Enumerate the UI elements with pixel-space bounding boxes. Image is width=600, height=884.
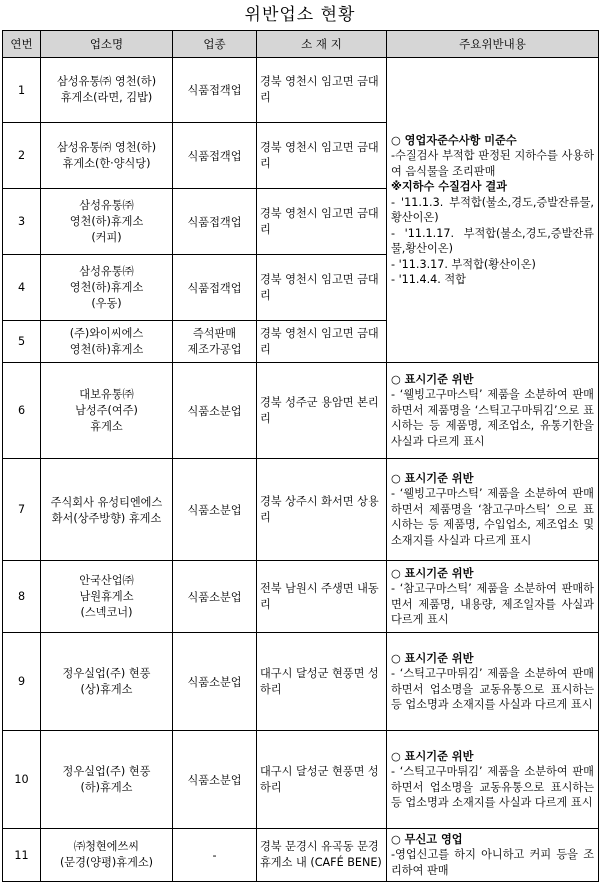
violation-group1: [387, 58, 599, 363]
row-address: 경북 영천시 임고면 금대리: [257, 321, 387, 363]
row-address: 경북 영천시 임고면 금대리: [257, 58, 387, 123]
table-row: [3, 829, 599, 882]
row-name: 삼성유통㈜ 영천(하)휴게소 (커피): [41, 189, 173, 255]
row-no: 1: [3, 58, 41, 123]
row-address: 경북 성주군 용암면 본리리: [257, 363, 387, 459]
table-row: [3, 459, 599, 561]
violation-row9: [387, 633, 599, 731]
header-type: 업종: [173, 31, 257, 58]
row-address: 전북 남원시 주생면 내동리: [257, 561, 387, 633]
table-row: [3, 633, 599, 731]
table-row: [3, 363, 599, 459]
row-no: 8: [3, 561, 41, 633]
violation-desc: - ‘스틱고구마튀김’ 제품을 소분하여 판매하면서 업소명을 교동유통으로 표시하는 등 업소명과 소재지를 사실과 다르게 표시: [391, 667, 594, 711]
violation-item: - '11.4.4. 적합: [391, 273, 466, 286]
violation-desc: -수질검사 부적합 판정된 지하수를 사용하여 음식물을 조리판매: [391, 149, 594, 178]
violation-row11: [387, 829, 599, 882]
row-no: 6: [3, 363, 41, 459]
row-name: 삼성유통㈜ 영천(하)휴게소 (우동): [41, 255, 173, 321]
violation-row10: [387, 731, 599, 829]
violation-heading: ○ 영업자준수사항 미준수: [391, 133, 517, 147]
row-no: 3: [3, 189, 41, 255]
row-no: 9: [3, 633, 41, 731]
violation-heading: ○ 표시기준 위반: [391, 749, 474, 763]
row-name: 정우실업(주) 현풍 (하)휴게소: [41, 731, 173, 829]
header-no: 연번: [3, 31, 41, 58]
row-type: 식품접객업: [173, 255, 257, 321]
row-type: 즉석판매 제조가공업: [173, 321, 257, 363]
violation-item: - '11.3.17. 부적합(황산이온): [391, 257, 536, 271]
row-no: 11: [3, 829, 41, 882]
violation-desc: - ‘웰빙고구마스틱’ 제품을 소분하여 판매하면서 제품명을 ‘참고구마스틱’ 으로 표시하는 등 제품명, 수입업소, 제조업소 및 소재지를 사실과 다르게 표시: [391, 487, 594, 547]
row-address: 경북 영천시 임고면 금대리: [257, 123, 387, 189]
row-address: 경북 문경시 유곡동 문경휴게소 내 (CAFÉ BENE): [257, 829, 387, 882]
row-address: 대구시 달성군 현풍면 성하리: [257, 633, 387, 731]
row-name: 대보유통㈜ 남성주(여주) 휴게소: [41, 363, 173, 459]
row-no: 5: [3, 321, 41, 363]
row-name: 안국산업㈜ 남원휴게소 (스넥코너): [41, 561, 173, 633]
table-row: [3, 731, 599, 829]
row-type: 식품소분업: [173, 633, 257, 731]
row-name: 정우실업(주) 현풍 (상)휴게소: [41, 633, 173, 731]
row-address: 대구시 달성군 현풍면 성하리: [257, 731, 387, 829]
row-address: 경북 영천시 임고면 금대리: [257, 189, 387, 255]
row-no: 2: [3, 123, 41, 189]
violation-desc: - ‘웰빙고구마스틱’ 제품을 소분하여 판매하면서 제품명을 ‘스틱고구마튀김’으로 표시하는 등 제품명, 제조업소, 유통기한을 사실과 다르게 표시: [391, 388, 594, 448]
violation-row6: [387, 363, 599, 459]
row-type: 식품접객업: [173, 58, 257, 123]
row-name: (주)와이씨에스 영천(하)휴게소: [41, 321, 173, 363]
row-type: 식품접객업: [173, 123, 257, 189]
violation-heading: ○ 표시기준 위반: [391, 566, 474, 580]
row-address: 경북 영천시 임고면 금대리: [257, 255, 387, 321]
header-violation: 주요위반내용: [387, 31, 599, 58]
row-no: 7: [3, 459, 41, 561]
row-address: 경북 상주시 화서면 상용리: [257, 459, 387, 561]
row-name: ㈜청현에쓰씨 (문경(양평)휴게소): [41, 829, 173, 882]
violation-row8: [387, 561, 599, 633]
row-name: 삼성유통㈜ 영천(하) 휴게소(한·양식당): [41, 123, 173, 189]
violation-desc: -영업신고를 하지 아니하고 커피 등을 조리하여 판매: [391, 848, 594, 877]
violation-table: [2, 30, 599, 882]
violation-desc: - ‘스틱고구마튀김’ 제품을 소분하여 판매하면서 업소명을 교동유통으로 표시하는 등 업소명과 소재지를 사실과 다르게 표시: [391, 765, 594, 809]
violation-sub: ※지하수 수질검사 결과: [391, 180, 507, 193]
violation-item: - '11.1.17. 부적합(불소,경도,증발잔류물,황산이온): [391, 226, 594, 255]
violation-heading: ○ 표시기준 위반: [391, 372, 474, 386]
table-row: [3, 561, 599, 633]
table-row: [3, 58, 599, 123]
header-row: [3, 31, 599, 58]
violation-heading: ○ 무신고 영업: [391, 832, 463, 846]
row-type: 식품접객업: [173, 189, 257, 255]
row-type: 식품소분업: [173, 561, 257, 633]
row-type: 식품소분업: [173, 731, 257, 829]
violation-desc: - ‘참고구마스틱’ 제품을 소분하여 판매하면서 제품명, 내용량, 제조일자를 사실과 다르게 표시: [391, 582, 594, 626]
row-type: 식품소분업: [173, 363, 257, 459]
header-address: 소 재 지: [257, 31, 387, 58]
row-name: 삼성유통㈜ 영천(하) 휴게소(라면, 김밥): [41, 58, 173, 123]
row-no: 4: [3, 255, 41, 321]
violation-heading: ○ 표시기준 위반: [391, 471, 474, 485]
violation-item: - '11.1.3. 부적합(불소,경도,증발잔류물,황산이온): [391, 195, 594, 224]
violation-heading: ○ 표시기준 위반: [391, 651, 474, 665]
row-name: 주식회사 유성티엔에스 화서(상주방향) 휴게소: [41, 459, 173, 561]
row-type: -: [173, 829, 257, 882]
header-name: 업소명: [41, 31, 173, 58]
row-type: 식품소분업: [173, 459, 257, 561]
row-no: 10: [3, 731, 41, 829]
page-title: 위반업소 현황: [244, 5, 356, 25]
violation-row7: [387, 459, 599, 561]
